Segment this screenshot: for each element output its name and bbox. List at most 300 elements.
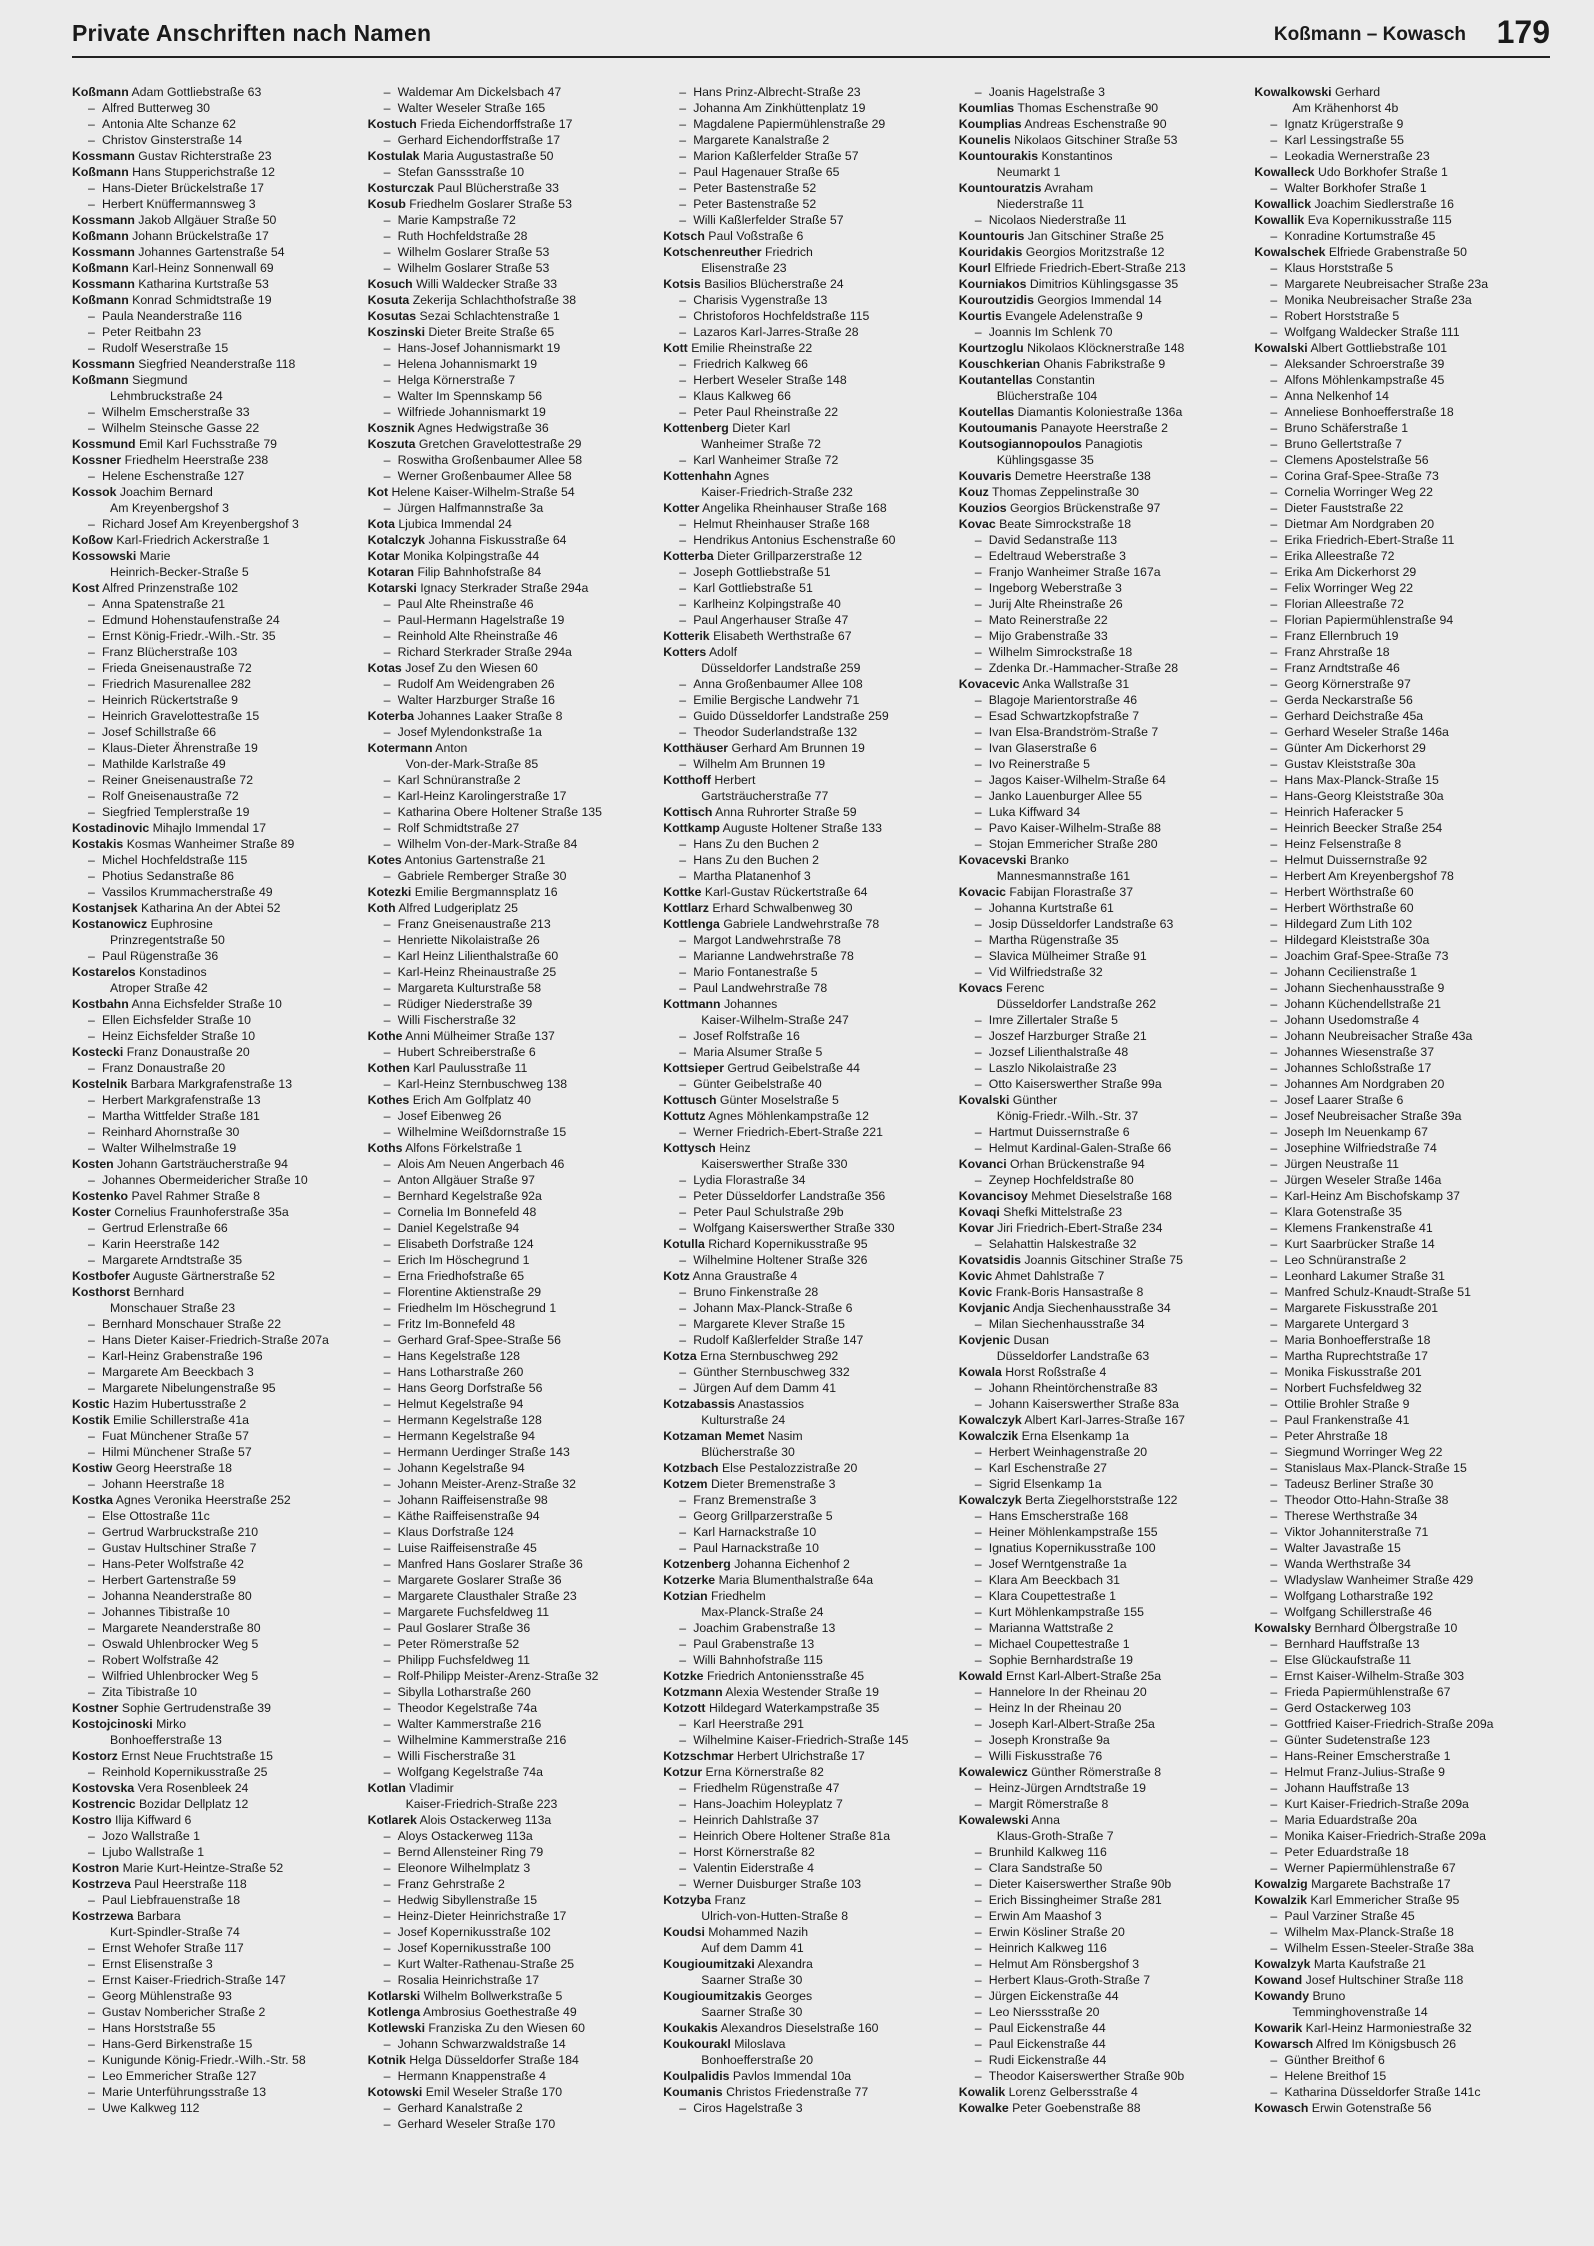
dash-marker: – xyxy=(974,1989,982,2003)
entry-details: Fuat Münchener Straße 57 xyxy=(102,1429,249,1443)
surname: Kotarski xyxy=(367,581,417,595)
entry-details: Franz Ellernbruch 19 xyxy=(1284,629,1399,643)
surname: Kovanci xyxy=(958,1157,1007,1171)
sub-entry xyxy=(1254,2068,1542,2084)
dash-marker: – xyxy=(974,1509,982,1523)
entry-details: Luka Kiffward 34 xyxy=(988,805,1081,819)
dash-marker: – xyxy=(88,1765,95,1779)
dash-marker: – xyxy=(383,1013,391,1027)
continuation-line xyxy=(72,1300,360,1316)
dash-marker: – xyxy=(1270,1701,1278,1715)
main-entry xyxy=(368,1060,656,1076)
main-entry xyxy=(368,1780,656,1796)
entry-details: König-Friedr.-Wilh.-Str. 37 xyxy=(996,1109,1139,1123)
main-entry xyxy=(663,1428,951,1444)
main-entry xyxy=(663,1700,951,1716)
entry-details: Herbert Wörthstraße 60 xyxy=(1284,885,1414,899)
sub-entry xyxy=(368,628,656,644)
entry-details: Johannes Schloßstraße 17 xyxy=(1284,1061,1432,1075)
sub-entry xyxy=(1254,1188,1542,1204)
surname: Kott xyxy=(663,341,688,355)
entry-details: Bernhard Kegelstraße 92a xyxy=(397,1189,542,1203)
main-entry xyxy=(368,660,656,676)
dash-marker: – xyxy=(1270,1669,1278,1683)
main-entry xyxy=(959,1092,1247,1108)
dash-marker: – xyxy=(679,981,687,995)
dash-marker: – xyxy=(974,1461,982,1475)
surname: Koutantellas xyxy=(958,373,1033,387)
continuation-line xyxy=(663,484,951,500)
surname: Kota xyxy=(367,517,395,531)
entry-details: Margot Landwehrstraße 78 xyxy=(693,933,841,947)
main-entry xyxy=(959,1492,1247,1508)
surname: Kosthorst xyxy=(72,1285,131,1299)
dash-marker: – xyxy=(679,1845,687,1859)
sub-entry xyxy=(959,916,1247,932)
sub-entry xyxy=(368,932,656,948)
surname: Koßmann xyxy=(72,261,129,275)
entry-details: Esad Schwartzkopfstraße 7 xyxy=(988,709,1140,723)
entry-details: Anna xyxy=(1031,1813,1060,1827)
sub-entry xyxy=(72,1060,360,1076)
entry-details: Constantin xyxy=(1036,373,1095,387)
entry-details: Ottilie Brohler Straße 9 xyxy=(1284,1397,1410,1411)
sub-entry xyxy=(959,1444,1247,1460)
entry-details: Wanheimer Straße 72 xyxy=(701,437,822,451)
entry-details: Ljubica Immendal 24 xyxy=(398,517,512,531)
entry-details: Hermann Knappenstraße 4 xyxy=(397,2069,546,2083)
dash-marker: – xyxy=(679,197,687,211)
dash-marker: – xyxy=(679,1301,687,1315)
surname: Kottenhahn xyxy=(663,469,732,483)
surname: Koumplias xyxy=(958,117,1022,131)
entry-details: Helmut Rheinhauser Straße 168 xyxy=(693,517,870,531)
entry-details: Joachim Bernard xyxy=(119,485,213,499)
dash-marker: – xyxy=(974,757,982,771)
entry-details: Willi Fiskusstraße 76 xyxy=(988,1749,1103,1763)
surname: Kotar xyxy=(367,549,400,563)
entry-details: Antonia Alte Schanze 62 xyxy=(102,117,236,131)
entry-details: Karl Heinz Lilienthalstraße 60 xyxy=(397,949,559,963)
main-entry xyxy=(663,916,951,932)
column-3 xyxy=(663,84,959,2224)
sub-entry xyxy=(959,596,1247,612)
sub-entry xyxy=(959,964,1247,980)
sub-entry xyxy=(72,868,360,884)
sub-entry xyxy=(959,1732,1247,1748)
entry-details: Edeltraud Weberstraße 3 xyxy=(988,549,1126,563)
dash-marker: – xyxy=(1270,773,1278,787)
surname: Kotthoff xyxy=(663,773,711,787)
sub-entry xyxy=(1254,644,1542,660)
dash-marker: – xyxy=(1270,1109,1278,1123)
sub-entry xyxy=(72,1012,360,1028)
entry-details: Paul Rügenstraße 36 xyxy=(102,949,219,963)
sub-entry xyxy=(959,1780,1247,1796)
dash-marker: – xyxy=(1270,261,1278,275)
surname: Kowalczyk xyxy=(958,1413,1022,1427)
dash-marker: – xyxy=(1270,853,1278,867)
continuation-line xyxy=(663,260,951,276)
sub-entry xyxy=(663,1620,951,1636)
dash-marker: – xyxy=(679,117,687,131)
dash-marker: – xyxy=(383,1845,391,1859)
entry-details: Wilhelm Max-Planck-Straße 18 xyxy=(1284,1925,1454,1939)
dash-marker: – xyxy=(679,1813,687,1827)
dash-marker: – xyxy=(1270,325,1278,339)
dash-marker: – xyxy=(679,517,687,531)
sub-entry xyxy=(959,1844,1247,1860)
surname: Kost xyxy=(72,581,100,595)
entry-details: Florian Papiermühlenstraße 94 xyxy=(1284,613,1454,627)
entry-details: Walter Javastraße 15 xyxy=(1284,1541,1401,1555)
dash-marker: – xyxy=(88,469,95,483)
main-entry xyxy=(72,900,360,916)
entry-details: Mario Fontanestraße 5 xyxy=(693,965,818,979)
entry-details: Reinhard Ahornstraße 30 xyxy=(102,1125,240,1139)
entry-details: Eleonore Wilhelmplatz 3 xyxy=(397,1861,531,1875)
entry-details: Manfred Schulz-Knaudt-Straße 51 xyxy=(1284,1285,1471,1299)
entry-details: Heinz In der Rheinau 20 xyxy=(988,1701,1122,1715)
dash-marker: – xyxy=(1270,1541,1278,1555)
entry-details: Paula Neanderstraße 116 xyxy=(102,309,242,323)
sub-entry xyxy=(72,116,360,132)
dash-marker: – xyxy=(383,1157,391,1171)
sub-entry xyxy=(368,340,656,356)
entry-details: Vassilos Krummacherstraße 49 xyxy=(102,885,273,899)
sub-entry xyxy=(1254,276,1542,292)
sub-entry xyxy=(1254,1348,1542,1364)
surname: Kovacic xyxy=(958,885,1006,899)
sub-entry xyxy=(72,772,360,788)
entry-details: Blücherstraße 104 xyxy=(996,389,1098,403)
surname: Kottke xyxy=(663,885,702,899)
continuation-line xyxy=(663,1908,951,1924)
sub-entry xyxy=(959,84,1247,100)
entry-details: Rolf Schmidtstraße 27 xyxy=(397,821,520,835)
entry-details: Friedhelm xyxy=(711,1589,766,1603)
dash-marker: – xyxy=(1270,1381,1278,1395)
entry-details: Marie Kampstraße 72 xyxy=(397,213,516,227)
entry-details: Karl Emmericher Straße 95 xyxy=(1310,1893,1460,1907)
surname: Kossmund xyxy=(72,437,136,451)
entry-details: Ahmet Dahlstraße 7 xyxy=(995,1269,1105,1283)
entry-details: Zita Tibistraße 10 xyxy=(102,1685,197,1699)
entry-details: Wladyslaw Wanheimer Straße 429 xyxy=(1284,1573,1474,1587)
dash-marker: – xyxy=(1270,629,1278,643)
surname: Kossmann xyxy=(72,277,135,291)
sub-entry xyxy=(72,1348,360,1364)
entry-details: Emil Weseler Straße 170 xyxy=(425,2085,563,2099)
main-entry xyxy=(663,548,951,564)
sub-entry xyxy=(959,772,1247,788)
entry-details: Bozidar Dellplatz 12 xyxy=(138,1797,249,1811)
dash-marker: – xyxy=(88,1093,95,1107)
dash-marker: – xyxy=(974,1717,982,1731)
dash-marker: – xyxy=(1270,1333,1278,1347)
dash-marker: – xyxy=(88,2021,95,2035)
entry-details: Margarete Bachstraße 17 xyxy=(1311,1877,1451,1891)
entry-details: Gerhard Graf-Spee-Straße 56 xyxy=(397,1333,561,1347)
main-entry xyxy=(72,580,360,596)
sub-entry xyxy=(72,1508,360,1524)
entry-details: Emilie Schillerstraße 41a xyxy=(113,1413,250,1427)
entry-details: Johanna Neanderstraße 80 xyxy=(102,1589,252,1603)
entry-details: Erhard Schwalbenweg 30 xyxy=(712,901,853,915)
entry-details: Joseph Kronstraße 9a xyxy=(988,1733,1110,1747)
entry-details: Hans Zu den Buchen 2 xyxy=(693,853,819,867)
entry-details: Käthe Raiffeisenstraße 94 xyxy=(397,1509,540,1523)
surname: Kossner xyxy=(72,453,122,467)
main-entry xyxy=(959,484,1247,500)
main-entry xyxy=(1254,1892,1542,1908)
sub-entry xyxy=(368,836,656,852)
main-entry xyxy=(72,1044,360,1060)
dash-marker: – xyxy=(1270,1173,1278,1187)
entry-details: Marie Unterführungsstraße 13 xyxy=(102,2085,267,2099)
dash-marker: – xyxy=(974,1589,982,1603)
entry-details: Marianna Wattstraße 2 xyxy=(988,1621,1114,1635)
surname: Kotterba xyxy=(663,549,714,563)
dash-marker: – xyxy=(1270,1301,1278,1315)
dash-marker: – xyxy=(88,1365,95,1379)
entry-details: Paul Voßstraße 6 xyxy=(708,229,804,243)
dash-marker: – xyxy=(1270,597,1278,611)
sub-entry xyxy=(368,1860,656,1876)
entry-details: Karl-Friedrich Ackerstraße 1 xyxy=(116,533,270,547)
sub-entry xyxy=(368,1188,656,1204)
surname: Kostuch xyxy=(367,117,417,131)
sub-entry xyxy=(959,548,1247,564)
entry-details: Hans Emscherstraße 168 xyxy=(988,1509,1129,1523)
dash-marker: – xyxy=(679,725,687,739)
entry-details: Cornelia Im Bonnefeld 48 xyxy=(397,1205,537,1219)
dash-marker: – xyxy=(383,1269,391,1283)
entry-details: Franjo Wanheimer Straße 167a xyxy=(988,565,1161,579)
entry-details: Heinrich Rückertstraße 9 xyxy=(102,693,238,707)
sub-entry xyxy=(663,1716,951,1732)
dash-marker: – xyxy=(679,677,687,691)
dash-marker: – xyxy=(1270,869,1278,883)
main-entry xyxy=(72,1156,360,1172)
sub-entry xyxy=(1254,980,1542,996)
surname: Kossowski xyxy=(72,549,137,563)
dash-marker: – xyxy=(88,1845,95,1859)
entry-details: Wilhelm Simrockstraße 18 xyxy=(988,645,1133,659)
entry-details: Düsseldorfer Landstraße 262 xyxy=(996,997,1157,1011)
surname: Koterba xyxy=(367,709,415,723)
entry-details: Helmut Am Rönsbergshof 3 xyxy=(988,1957,1140,1971)
entry-details: Gartsträucherstraße 77 xyxy=(701,789,829,803)
dash-marker: – xyxy=(679,1045,687,1059)
entry-details: Werner Friedrich-Ebert-Straße 221 xyxy=(693,1125,883,1139)
entry-details: Paul Frankenstraße 41 xyxy=(1284,1413,1410,1427)
sub-entry xyxy=(663,1828,951,1844)
dash-marker: – xyxy=(974,1317,982,1331)
surname: Kotzem xyxy=(663,1477,708,1491)
surname: Kothen xyxy=(367,1061,410,1075)
entry-details: Pavel Rahmer Straße 8 xyxy=(131,1189,260,1203)
dash-marker: – xyxy=(974,1909,982,1923)
dash-marker: – xyxy=(974,1397,982,1411)
entry-details: Margarete Kanalstraße 2 xyxy=(693,133,830,147)
entry-details: Albert Gottliebstraße 101 xyxy=(1310,341,1448,355)
entry-details: Kurt Walter-Rathenau-Straße 25 xyxy=(397,1957,575,1971)
dash-marker: – xyxy=(383,133,391,147)
dash-marker: – xyxy=(679,1733,687,1747)
dash-marker: – xyxy=(88,1957,95,1971)
surname: Kowalzyk xyxy=(1254,1957,1311,1971)
entry-details: Anna Ruhrorter Straße 59 xyxy=(715,805,857,819)
main-entry xyxy=(959,1364,1247,1380)
sub-entry xyxy=(959,1956,1247,1972)
sub-entry xyxy=(368,1204,656,1220)
entry-details: Margarete Untergard 3 xyxy=(1284,1317,1409,1331)
entry-details: Shefki Mittelstraße 23 xyxy=(1003,1205,1123,1219)
main-entry xyxy=(663,1140,951,1156)
main-entry xyxy=(1254,1876,1542,1892)
entry-details: Anton xyxy=(435,741,468,755)
entry-details: Alexandra xyxy=(757,1957,813,1971)
sub-entry xyxy=(72,660,360,676)
entry-details: Dieter Fauststraße 22 xyxy=(1284,501,1404,515)
entry-details: Evangele Adelenstraße 9 xyxy=(1005,309,1143,323)
entry-details: Cornelia Worringer Weg 22 xyxy=(1284,485,1433,499)
sub-entry xyxy=(72,1220,360,1236)
entry-details: Martha Wittfelder Straße 181 xyxy=(102,1109,260,1123)
entry-details: Sigrid Elsenkamp 1a xyxy=(988,1477,1102,1491)
entry-details: Paul Goslarer Straße 36 xyxy=(397,1621,531,1635)
sub-entry xyxy=(72,676,360,692)
entry-details: Bernhard Ölbergstraße 10 xyxy=(1314,1621,1458,1635)
sub-entry xyxy=(663,212,951,228)
dash-marker: – xyxy=(679,965,687,979)
entry-details: Siegfried Templerstraße 19 xyxy=(102,805,250,819)
dash-marker: – xyxy=(679,1077,687,1091)
sub-entry xyxy=(1254,1236,1542,1252)
main-entry xyxy=(663,1588,951,1604)
dash-marker: – xyxy=(383,645,391,659)
continuation-line xyxy=(959,196,1247,212)
entry-details: Kosmas Wanheimer Straße 89 xyxy=(126,837,295,851)
sub-entry xyxy=(368,1924,656,1940)
sub-entry xyxy=(368,1220,656,1236)
surname: Kotschenreuther xyxy=(663,245,762,259)
entry-details: Margarete Goslarer Straße 36 xyxy=(397,1573,562,1587)
entry-details: Gerhard Weseler Straße 170 xyxy=(397,2117,556,2131)
sub-entry xyxy=(368,1284,656,1300)
dash-marker: – xyxy=(1270,517,1278,531)
main-entry xyxy=(959,1156,1247,1172)
entry-details: Erich Bissingheimer Straße 281 xyxy=(988,1893,1162,1907)
dash-marker: – xyxy=(383,101,391,115)
surname: Kottlenga xyxy=(663,917,720,931)
main-entry xyxy=(959,468,1247,484)
dash-marker: – xyxy=(1270,997,1278,1011)
entry-details: Alfred Ludgeriplatz 25 xyxy=(398,901,518,915)
entry-details: Lorenz Gelbersstraße 4 xyxy=(1008,2085,1138,2099)
dash-marker: – xyxy=(383,1637,391,1651)
dash-marker: – xyxy=(1270,117,1278,131)
sub-entry xyxy=(1254,260,1542,276)
sub-entry xyxy=(1254,1764,1542,1780)
entry-details: Helena Johannismarkt 19 xyxy=(397,357,538,371)
entry-details: Else Pestalozzistraße 20 xyxy=(721,1461,858,1475)
sub-entry xyxy=(1254,404,1542,420)
sub-entry xyxy=(72,756,360,772)
sub-entry xyxy=(368,1476,656,1492)
sub-entry xyxy=(663,308,951,324)
sub-entry xyxy=(1254,1684,1542,1700)
sub-entry xyxy=(368,804,656,820)
entry-details: Katharina An der Abtei 52 xyxy=(141,901,281,915)
entry-details: Alfred Im Königsbusch 26 xyxy=(1315,2037,1457,2051)
dash-marker: – xyxy=(383,1525,391,1539)
surname: Kotermann xyxy=(367,741,433,755)
main-entry xyxy=(1254,84,1542,100)
surname: Kovic xyxy=(958,1285,993,1299)
main-entry xyxy=(663,2020,951,2036)
sub-entry xyxy=(368,1348,656,1364)
sub-entry xyxy=(663,1844,951,1860)
entry-details: Hans-Josef Johannismarkt 19 xyxy=(397,341,561,355)
entry-details: Frank-Boris Hansastraße 8 xyxy=(995,1285,1144,1299)
dash-marker: – xyxy=(383,1957,391,1971)
sub-entry xyxy=(368,132,656,148)
sub-entry xyxy=(663,932,951,948)
entry-details: Karl Schnüranstraße 2 xyxy=(397,773,521,787)
sub-entry xyxy=(368,1540,656,1556)
entry-details: Erna Körnerstraße 82 xyxy=(705,1765,824,1779)
sub-entry xyxy=(959,1524,1247,1540)
entry-details: Johannes Laaker Straße 8 xyxy=(417,709,563,723)
entry-details: Wilhelm Goslarer Straße 53 xyxy=(397,245,550,259)
entry-details: Franz Bremenstraße 3 xyxy=(693,1493,817,1507)
sub-entry xyxy=(1254,740,1542,756)
surname: Kossok xyxy=(72,485,117,499)
surname: Kotzur xyxy=(663,1765,703,1779)
entry-details: Gerd Ostackerweg 103 xyxy=(1284,1701,1411,1715)
entry-details: Hans Horststraße 55 xyxy=(102,2021,216,2035)
entry-details: Norbert Fuchsfeldweg 32 xyxy=(1284,1381,1422,1395)
dash-marker: – xyxy=(383,1477,391,1491)
entry-details: Panagiotis xyxy=(1085,437,1143,451)
sub-entry xyxy=(72,948,360,964)
entry-details: Joszef Harzburger Straße 21 xyxy=(988,1029,1147,1043)
entry-details: Erwin Kösliner Straße 20 xyxy=(988,1925,1125,1939)
entry-details: Margarete Neanderstraße 80 xyxy=(102,1621,261,1635)
entry-details: Monika Kolpingstraße 44 xyxy=(403,549,540,563)
dash-marker: – xyxy=(1270,1269,1278,1283)
main-entry xyxy=(663,1924,951,1940)
main-entry xyxy=(1254,340,1542,356)
main-entry xyxy=(663,1460,951,1476)
sub-entry xyxy=(368,164,656,180)
entry-details: Walter Borkhofer Straße 1 xyxy=(1284,181,1427,195)
entry-details: Georg Mühlenstraße 93 xyxy=(102,1989,232,2003)
sub-entry xyxy=(1254,1332,1542,1348)
dash-marker: – xyxy=(88,773,95,787)
sub-entry xyxy=(1254,1012,1542,1028)
surname: Kostiw xyxy=(72,1461,113,1475)
sub-entry xyxy=(959,1380,1247,1396)
dash-marker: – xyxy=(679,1621,687,1635)
entry-details: Kaiser-Friedrich-Straße 232 xyxy=(701,485,853,499)
entry-details: Bonhoefferstraße 20 xyxy=(701,2053,814,2067)
entry-details: Valentin Eiderstraße 4 xyxy=(693,1861,814,1875)
dash-marker: – xyxy=(974,325,982,339)
entry-details: Klara Coupettestraße 1 xyxy=(988,1589,1116,1603)
